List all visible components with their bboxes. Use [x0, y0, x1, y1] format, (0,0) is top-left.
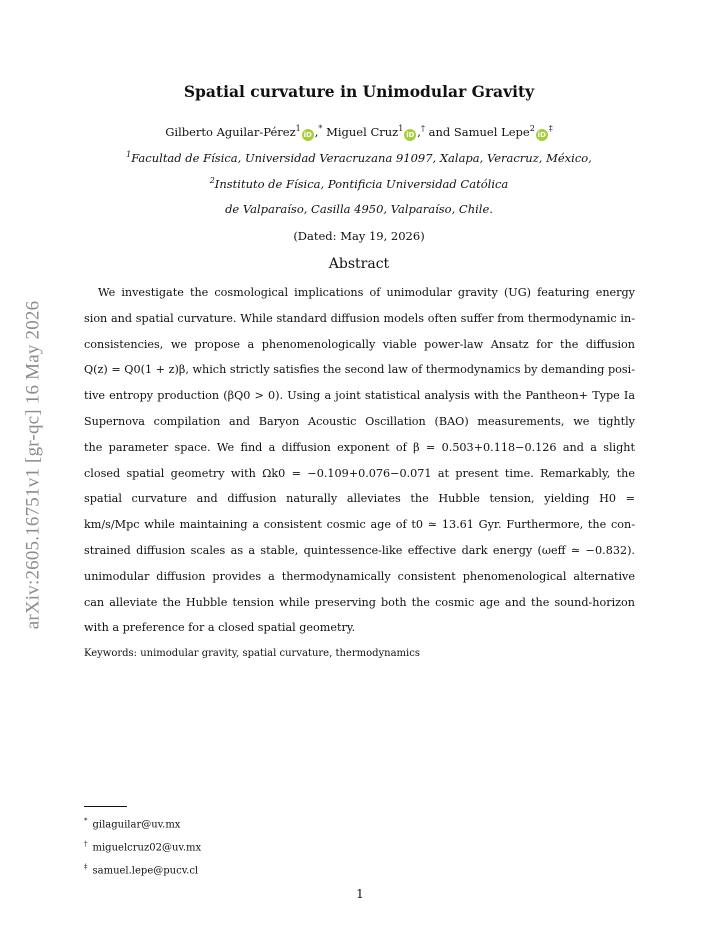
affiliation-1 — [84, 150, 634, 165]
abstract-body — [84, 280, 635, 641]
author-separator: , — [314, 124, 319, 139]
abstract-line: Q(z) = Q0(1 + z)β, which strictly satisfies the second law of thermodynamics by demanding posi- — [84, 363, 635, 377]
affiliation-2-text: Instituto de Física, Pontificia Universidad Católica — [214, 176, 509, 191]
abstract-line: Supernova compilation and Baryon Acoustic Oscillation (BAO) measurements, we tightly — [84, 414, 635, 428]
author-and: and — [428, 124, 451, 139]
abstract-heading: Abstract — [328, 256, 390, 272]
abstract-line: consistencies, we propose a phenomenologically viable power-law Ansatz for the diffusion — [84, 337, 635, 351]
paper-title: Spatial curvature in Unimodular Gravity — [183, 82, 535, 101]
page-number: 1 — [356, 887, 364, 901]
abstract-line: sion and spatial curvature. While standard diffusion models often suffer from thermodynamic in- — [84, 311, 635, 325]
footnote-2 — [84, 835, 201, 858]
orcid-icon[interactable]: iD — [303, 130, 312, 139]
abstract-line: spatial curvature and diffusion naturally alleviates the Hubble tension, yielding H0 = — [84, 492, 635, 506]
author-affiliation-mark: 1 — [398, 124, 404, 133]
footnote-rule — [84, 806, 127, 807]
orcid-icon[interactable]: iD — [406, 130, 415, 139]
abstract-line: with a preference for a closed spatial geometry. — [84, 621, 356, 635]
footnote-mark: ‡ — [84, 862, 88, 871]
footnote-mark: * — [84, 817, 88, 825]
date-line: (Dated: May 19, 2026) — [293, 229, 425, 243]
author-affiliation-mark: 1 — [295, 124, 301, 133]
affiliation-mark: 2 — [209, 176, 215, 185]
abstract-line: closed spatial geometry with Ωk0 = −0.109+0.076−0.071 at present time. Remarkably, the — [84, 466, 635, 480]
footnote-email[interactable]: samuel.lepe@pucv.cl — [92, 864, 199, 876]
footnote-email[interactable]: miguelcruz02@uv.mx — [92, 842, 202, 854]
footnote-3 — [84, 858, 201, 881]
author-footnote-mark: * — [318, 124, 323, 133]
footnotes — [84, 812, 201, 880]
author-affiliation-mark: 2 — [529, 124, 535, 133]
author-footnote-mark: ‡ — [548, 124, 553, 133]
abstract-line: strained diffusion scales as a stable, quintessence-like effective dark energy (ωeff ≃ −0.832). — [84, 543, 635, 557]
footnote-mark: † — [84, 839, 88, 848]
keywords: Keywords: unimodular gravity, spatial curvature, thermodynamics — [84, 648, 420, 659]
arxiv-identifier — [18, 265, 48, 665]
abstract-line: the parameter space. We find a diffusion exponent of β = 0.503+0.118−0.126 and a slight — [84, 440, 635, 454]
affiliation-mark: 1 — [126, 150, 132, 159]
abstract-line: unimodular diffusion provides a thermodynamically consistent phenomenological alternative — [84, 569, 635, 583]
author-list — [84, 124, 634, 141]
author-name: Gilberto Aguilar-Pérez — [165, 124, 296, 139]
abstract-line: km/s/Mpc while maintaining a consistent cosmic age of t0 ≃ 13.61 Gyr. Furthermore, the con- — [84, 518, 635, 532]
author-footnote-mark: † — [420, 124, 425, 133]
affiliation-1-text: Facultad de Física, Universidad Veracruzana 91097, Xalapa, Veracruz, México, — [131, 150, 592, 165]
affiliation-2-continued: de Valparaíso, Casilla 4950, Valparaíso, Chile. — [225, 202, 493, 216]
affiliation-2 — [84, 176, 634, 191]
abstract-line: We investigate the cosmological implications of unimodular gravity (UG) featuring energy — [98, 286, 635, 299]
author-name: Samuel Lepe — [453, 124, 530, 139]
arxiv-identifier-text: arXiv:2605.16751v1 [gr-qc] 16 May 2026 — [22, 300, 44, 630]
author-separator: , — [417, 124, 421, 139]
abstract-line: can alleviate the Hubble tension while preserving both the cosmic age and the sound-horizon — [84, 595, 635, 609]
footnote-email[interactable]: gilaguilar@uv.mx — [92, 819, 181, 831]
footnote-1 — [84, 812, 201, 835]
orcid-icon[interactable]: iD — [537, 130, 546, 139]
abstract-line: tive entropy production (βQ0 > 0). Using a joint statistical analysis with the Pantheon+ Type Ia — [84, 389, 635, 403]
author-name: Miguel Cruz — [326, 124, 399, 139]
